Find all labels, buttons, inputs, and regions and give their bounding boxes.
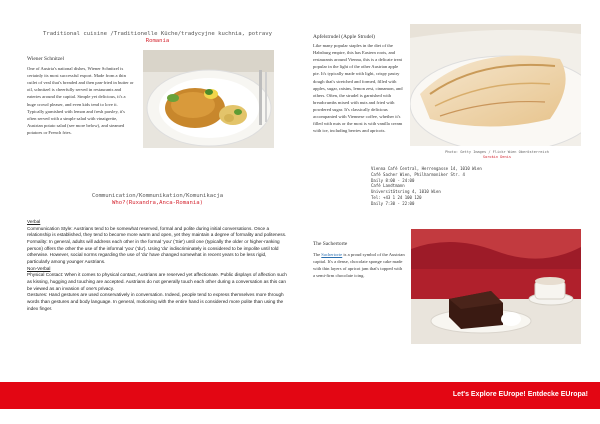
communication-title-text: Communication/Kommunikation/Komunikacja	[91, 193, 224, 199]
cuisine-title	[30, 31, 285, 45]
address-line: Daily 8:00 - 24:00	[371, 177, 415, 183]
schnitzel-photo	[143, 50, 274, 148]
communication-body	[27, 219, 289, 312]
address-line: Vienna Café Central, Herrengasse 14, 1010 Wien	[371, 166, 482, 171]
address-line: Universitätsring 4, 1010 Wien	[371, 189, 441, 195]
communication-title-author: Who?(Ruxandra,Anca-Romania)	[112, 199, 203, 206]
schnitzel-text: One of Austria's national dishes, Wiener Schnitzel is certainly its most successful export. Made from a thin cutlet of veal that's breaded and then pan-fried in butter or oil, schnitzel is cheerfully served in restaurants and eateries around the capital. Simple yet delicious, it's a huge crowd pleaser, and even kids tend to love it. Typically garnished with lemon and fresh parsley, it's often served with a simple salad with vinaigrette, Austrian potato salad (see more below), and steamed potatoes or French fries.	[27, 66, 134, 135]
strudel-text: Like many popular staples in the diet of the Habsburg empire, this has Eastern roots, and restaurants around Vienna, this is a delicate treat popular in the light of the other Austrian apple pie. It's typically made with light, crispy pastry dough that's stretched and formed, filled with apples, sugar, raisins, lemon zest, cinnamon, and others. Often, the strudel is garnished with breadcrumbs mixed with nuts and fried with powdered sugar. It's classically delicious accompanied with Viennese coffee, whether it's filled with nuts or the most is with vanilla cream with ice, including berries and apricots.	[313, 43, 403, 134]
schnitzel-heading: Wiener Schnitzel	[27, 56, 65, 62]
address-line: Café Landtmann	[371, 183, 405, 189]
strudel-caption-author: Sorokin Denis	[482, 154, 512, 159]
strudel-photo	[410, 24, 581, 146]
sachertorte-link[interactable]: Sachertorte	[321, 252, 343, 257]
strudel-caption-line: Photo: Getty Images / Flickr Wien Oberösterreich	[445, 150, 549, 154]
gestures-paragraph: Gestures: Hand gestures are used conservatively in conversation. Indeed, people tend to express themselves more through words than gestures and body language. In general, motioning with the entire hand is considered more polite than using the index finger.	[27, 292, 284, 311]
cafe-address-list	[371, 166, 531, 207]
cuisine-title-text: Traditional cuisine /Traditionelle Küche/tradycyjne kuchnia, potravy	[42, 31, 272, 37]
nonverbal-label: Non-Verbal	[27, 265, 51, 271]
communication-title	[30, 193, 285, 207]
address-line: Daily 7:30 - 22:00	[371, 200, 415, 206]
sacher-text: The Sachertorte is a proud symbol of the Austrian capital. It's a dense, chocolate sponge cake made with thin layers of apricot jam that's topped with a semi-firm chocolate icing.	[313, 252, 405, 279]
footer-tagline: Let's Explore EUrope! Entdecke EUropa!	[452, 391, 588, 398]
formality-paragraph: Formality: In general, adults will address each other in the formal 'you' ('Sie') until one (typically the older or higher-ranking person) offers the other the use of the informal 'you' ('du'). Using 'du' indiscriminately is considered to be impolite until told otherwise. However, social norms regarding the use of 'du' have changed somewhat in recent years to be less rigid, particularly among younger Austrians.	[27, 239, 280, 265]
communication-style-paragraph: Communication Style: Austrians tend to be somewhat reserved, formal and polite during initial conversations. Once a relationship is established, they tend to become more warm and open, yet they maintain a degree of formality and politeness.	[27, 225, 287, 238]
sacher-heading: The Sachertorte	[313, 241, 348, 247]
strudel-heading: Apfelstrudel (Apple Strudel)	[313, 34, 375, 40]
strudel-caption	[412, 150, 582, 159]
cuisine-title-author: Romania	[145, 37, 170, 44]
sachertorte-photo	[411, 229, 581, 344]
address-line: Café Sacher Wien, Philharmoniker Str. 4	[371, 171, 465, 177]
address-line: Tel: +43 1 24 100 120	[371, 194, 422, 200]
verbal-label: Verbal	[27, 219, 41, 224]
physical-contact-paragraph: Physical Contact: When it comes to physical contact, Austrians are reserved yet affectionate. Public displays of affection such as kissing, hugging and touching are accepted. Austrians do not generally touch each other during a conversation as this can be viewed as an invasion of one's privacy.	[27, 272, 287, 291]
